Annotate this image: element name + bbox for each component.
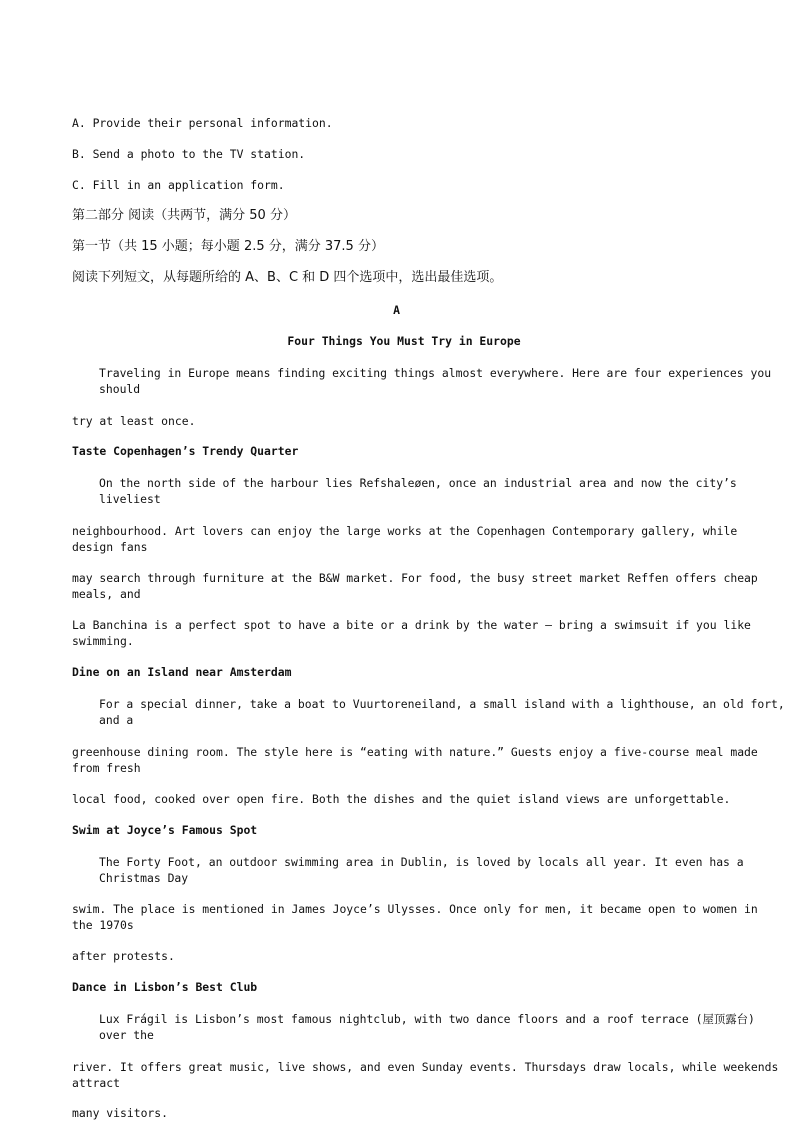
paragraph-line: The Forty Foot, an outdoor swimming area in Dublin, is loved by locals all year. It even has a Christmas Day — [99, 855, 744, 885]
paragraph-line: may search through furniture at the B&W market. For food, the busy street market Reffen offers cheap meals, and — [72, 571, 758, 601]
intro-line: try at least once. — [72, 414, 196, 428]
option-a: A. Provide their personal information. — [72, 116, 333, 130]
section-heading: Taste Copenhagen’s Trendy Quarter — [72, 444, 299, 458]
part-heading: 第二部分 阅读（共两节，满分 50 分） — [72, 208, 296, 223]
passage-label: A — [393, 303, 400, 317]
paragraph-line: Lux Frágil is Lisbon’s most famous nightclub, with two dance floors and a roof terrace (屋顶露台) over the — [99, 1012, 755, 1042]
subsection-heading: 第一节（共 15 小题；每小题 2.5 分，满分 37.5 分） — [72, 239, 384, 254]
section-heading: Dance in Lisbon’s Best Club — [72, 980, 258, 994]
section-heading: Dine on an Island near Amsterdam — [72, 665, 292, 679]
paragraph-line: On the north side of the harbour lies Refshaleøen, once an industrial area and now the city’s liveliest — [99, 476, 737, 506]
paragraph-line: For a special dinner, take a boat to Vuurtoreneiland, a small island with a lighthouse, an old fort, and a — [99, 697, 785, 727]
paragraph-line: river. It offers great music, live shows, and even Sunday events. Thursdays draw locals, while weekends attract — [72, 1060, 779, 1090]
paragraph-line: local food, cooked over open fire. Both the dishes and the quiet island views are unforgettable. — [72, 792, 731, 806]
paragraph-line: neighbourhood. Art lovers can enjoy the large works at the Copenhagen Contemporary gallery, while design fans — [72, 524, 738, 554]
passage-title: Four Things You Must Try in Europe — [287, 334, 521, 348]
paragraph-line: La Banchina is a perfect spot to have a bite or a drink by the water — bring a swimsuit if you like swimming. — [72, 618, 751, 648]
instruction: 阅读下列短文，从每题所给的 A、B、C 和 D 四个选项中，选出最佳选项。 — [72, 270, 503, 285]
paragraph-line: many visitors. — [72, 1106, 169, 1120]
intro-line: Traveling in Europe means finding exciting things almost everywhere. Here are four experiences you should — [99, 366, 772, 396]
option-b: B. Send a photo to the TV station. — [72, 147, 306, 161]
paragraph-line: greenhouse dining room. The style here is “eating with nature.” Guests enjoy a five-course meal made from fresh — [72, 745, 758, 775]
section-heading: Swim at Joyce’s Famous Spot — [72, 823, 258, 837]
paragraph-line: after protests. — [72, 949, 175, 963]
option-c: C. Fill in an application form. — [72, 178, 285, 192]
paragraph-line: swim. The place is mentioned in James Joyce’s Ulysses. Once only for men, it became open to women in the 1970s — [72, 902, 758, 932]
